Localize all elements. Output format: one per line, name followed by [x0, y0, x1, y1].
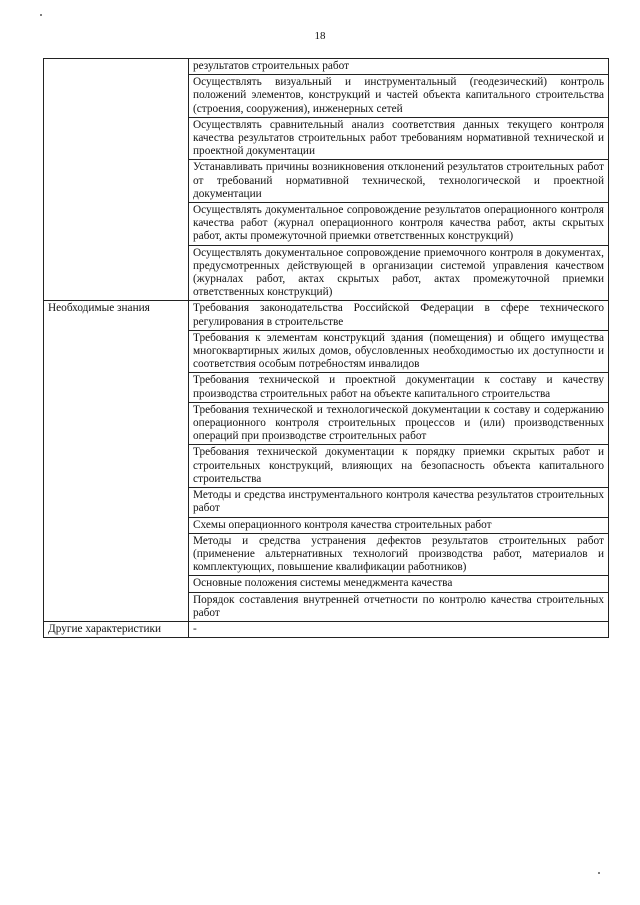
- knowledge-cell: Схемы операционного контроля качества строительных работ: [189, 517, 609, 533]
- knowledge-cell: Порядок составления внутренней отчетности по контролю качества строительных работ: [189, 592, 609, 621]
- empty-label-cell: [44, 59, 189, 301]
- knowledge-cell: Требования к элементам конструкций здания (помещения) и общего имущества многоквартирных жилых домов, обусловленных необходимостью их доступности и соответствия особым потребностям инвалидов: [189, 330, 609, 373]
- knowledge-cell: Требования технической и проектной документации к составу и качеству производства строительных работ на объекте капитального строительства: [189, 373, 609, 402]
- skill-cell: Устанавливать причины возникновения отклонений результатов строительных работ от требований нормативной технической, технологической и проектной документации: [189, 160, 609, 203]
- knowledge-label: Необходимые знания: [44, 301, 189, 621]
- skill-cell: Осуществлять документальное сопровождение результатов операционного контроля качества работ (журнал операционного контроля качества работ, акты скрытых работ, акты промежуточной приемки ответственных конструкций): [189, 203, 609, 246]
- table-row: [44, 59, 609, 75]
- competency-table: [43, 58, 609, 638]
- knowledge-cell: Методы и средства устранения дефектов результатов строительных работ (применение альтернативных технологий производства работ, материалов и комплектующих, повышение квалификации работников): [189, 533, 609, 576]
- skill-cell: Осуществлять сравнительный анализ соответствия данных текущего контроля качества результатов строительных работ требованиям нормативной технической и проектной документации: [189, 117, 609, 160]
- skill-cell: результатов строительных работ: [189, 59, 609, 75]
- skill-cell: Осуществлять документальное сопровождение приемочного контроля в документах, предусмотренных действующей в организации системой управления качеством (журналах работ, актах скрытых работ, актах промежуточной приемки ответственных конструкций): [189, 245, 609, 301]
- other-value: -: [189, 621, 609, 637]
- knowledge-cell: Основные положения системы менеджмента качества: [189, 576, 609, 592]
- skill-cell: Осуществлять визуальный и инструментальный (геодезический) контроль положений элементов, конструкций и частей объекта капитального строительства (строения, сооружения), инженерных сетей: [189, 75, 609, 118]
- other-label: Другие характеристики: [44, 621, 189, 637]
- scan-speck: [40, 14, 42, 16]
- knowledge-cell: Методы и средства инструментального контроля качества результатов строительных работ: [189, 488, 609, 517]
- page-number: 18: [314, 30, 326, 42]
- knowledge-cell: Требования технической документации к порядку приемки скрытых работ и строительных конструкций, влияющих на безопасность объекта капитального строительства: [189, 445, 609, 488]
- scan-speck: [598, 872, 600, 874]
- table-row: [44, 301, 609, 330]
- table-row: [44, 621, 609, 637]
- knowledge-cell: Требования законодательства Российской Федерации в сфере технического регулирования в строительстве: [189, 301, 609, 330]
- knowledge-cell: Требования технической и технологической документации к составу и содержанию операционного контроля строительных процессов и (или) производственных операций при производстве строительных работ: [189, 402, 609, 445]
